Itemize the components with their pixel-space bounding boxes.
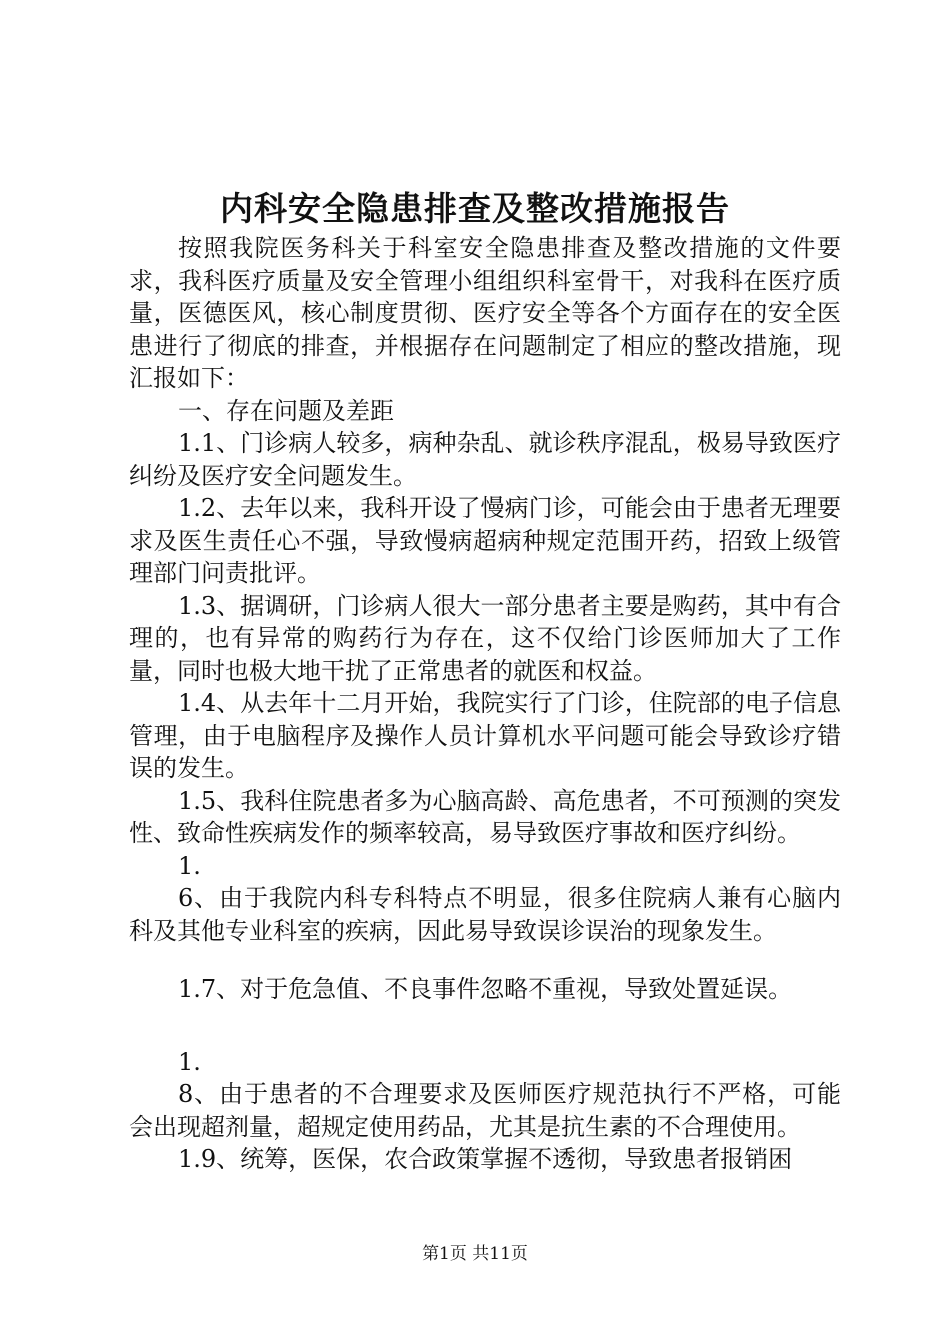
document-body [129, 232, 841, 1176]
paragraph-item: 1.3、据调研，门诊病人很大一部分患者主要是购药，其中有合理的，也有异常的购药行为存在，这不仅给门诊医师加大了工作量，同时也极大地干扰了正常患者的就医和权益。 [129, 591, 841, 685]
paragraph-item-number: 1. [178, 1047, 201, 1076]
paragraph-item: 1.7、对于危急值、不良事件忽略不重视，导致处置延误。 [178, 975, 793, 1003]
paragraph-item: 1.9、统筹，医保，农合政策掌握不透彻，导致患者报销困 [178, 1145, 793, 1173]
paragraph-item: 1.5、我科住院患者多为心脑高龄、高危患者，不可预测的突发性、致命性疾病发作的频率较高，易导致医疗事故和医疗纠纷。 [129, 786, 841, 847]
paragraph-item: 6、由于我院内科专科特点不明显，很多住院病人兼有心脑内科及其他专业科室的疾病，因此易导致误诊误治的现象发生。 [129, 884, 841, 945]
paragraph-item: 1.1、门诊病人较多，病种杂乱、就诊秩序混乱，极易导致医疗纠纷及医疗安全问题发生。 [129, 429, 841, 490]
paragraph-intro: 按照我院医务科关于科室安全隐患排查及整改措施的文件要求，我科医疗质量及安全管理小组组织科室骨干，对我科在医疗质量，医德医风，核心制度贯彻、医疗安全等各个方面存在的安全医患进行了彻底的排查，并根据存在问题制定了相应的整改措施，现汇报如下： [129, 234, 841, 392]
paragraph-item: 8、由于患者的不合理要求及医师医疗规范执行不严格，可能会出现超剂量，超规定使用药品，尤其是抗生素的不合理使用。 [129, 1080, 841, 1141]
paragraph-item: 1.2、去年以来，我科开设了慢病门诊，可能会由于患者无理要求及医生责任心不强，导致慢病超病种规定范围开药，招致上级管理部门问责批评。 [129, 494, 841, 587]
page-footer: 第1页 共11页 [422, 1244, 528, 1264]
paragraph-item-number: 1. [178, 851, 201, 880]
document-title: 内科安全隐患排查及整改措施报告 [220, 189, 730, 228]
section-heading: 一、存在问题及差距 [178, 396, 394, 425]
paragraph-item: 1.4、从去年十二月开始，我院实行了门诊，住院部的电子信息管理，由于电脑程序及操作人员计算机水平问题可能会导致诊疗错误的发生。 [129, 689, 841, 782]
